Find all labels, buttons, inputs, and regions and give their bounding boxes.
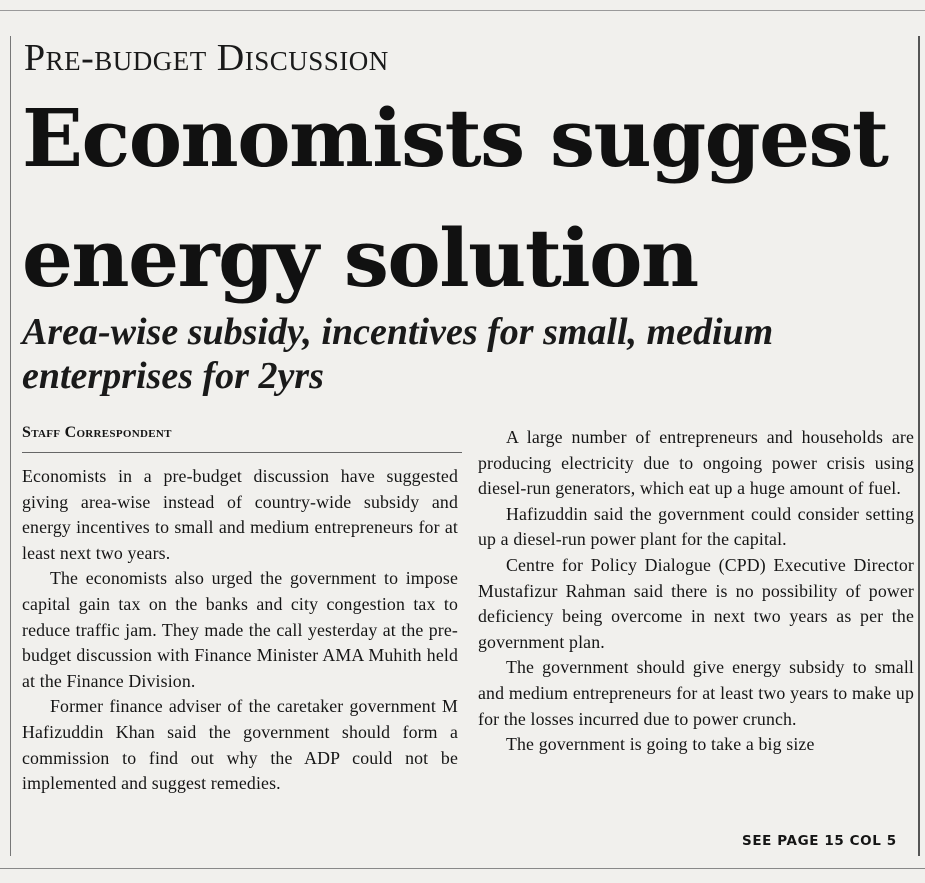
top-border-rule bbox=[0, 10, 925, 11]
paragraph: Former finance adviser of the caretaker government M Hafizuddin Khan said the government should form a commission to find out why the ADP could not be implemented and suggest remedies. bbox=[22, 696, 458, 794]
article-column-right bbox=[478, 425, 914, 758]
bottom-border-rule bbox=[0, 868, 925, 869]
paragraph: The government should give energy subsidy to small and medium entrepreneurs for at least two years to make up for the losses incurred due to power crunch. bbox=[478, 657, 914, 729]
paragraph: Centre for Policy Dialogue (CPD) Executive Director Mustafizur Rahman said there is no possibility of power deficiency being overcome in next two years as per the government plan. bbox=[478, 554, 914, 652]
byline: Staff Correspondent bbox=[22, 424, 172, 441]
paragraph: The economists also urged the government to impose capital gain tax on the banks and city congestion tax to reduce traffic jam. They made the call yesterday at the pre-budget discussion with Finance Minister AMA Muhith held at the Finance Division. bbox=[22, 568, 458, 691]
headline: Economists suggest energy solution bbox=[22, 91, 888, 305]
kicker: Pre-budget Discussion bbox=[24, 37, 389, 79]
left-column-rule bbox=[10, 36, 11, 856]
paragraph: Economists in a pre-budget discussion have suggested giving area-wise instead of country-wide subsidy and energy incentives to small and medium entrepreneurs for at least next two years. bbox=[22, 466, 458, 563]
paragraph: A large number of entrepreneurs and households are producing electricity due to ongoing power crisis using diesel-run generators, which eat up a huge amount of fuel. bbox=[478, 427, 914, 499]
paragraph: Hafizuddin said the government could consider setting up a diesel-run power plant for the capital. bbox=[478, 503, 914, 550]
continued-jump-line[interactable]: SEE PAGE 15 COL 5 bbox=[742, 833, 897, 849]
byline-divider bbox=[22, 452, 462, 453]
paragraph: The government is going to take a big size bbox=[506, 734, 815, 755]
right-column-rule bbox=[918, 36, 920, 856]
article-column-left bbox=[22, 464, 458, 797]
subhead: Area-wise subsidy, incentives for small, medium enterprises for 2yrs bbox=[22, 311, 774, 397]
